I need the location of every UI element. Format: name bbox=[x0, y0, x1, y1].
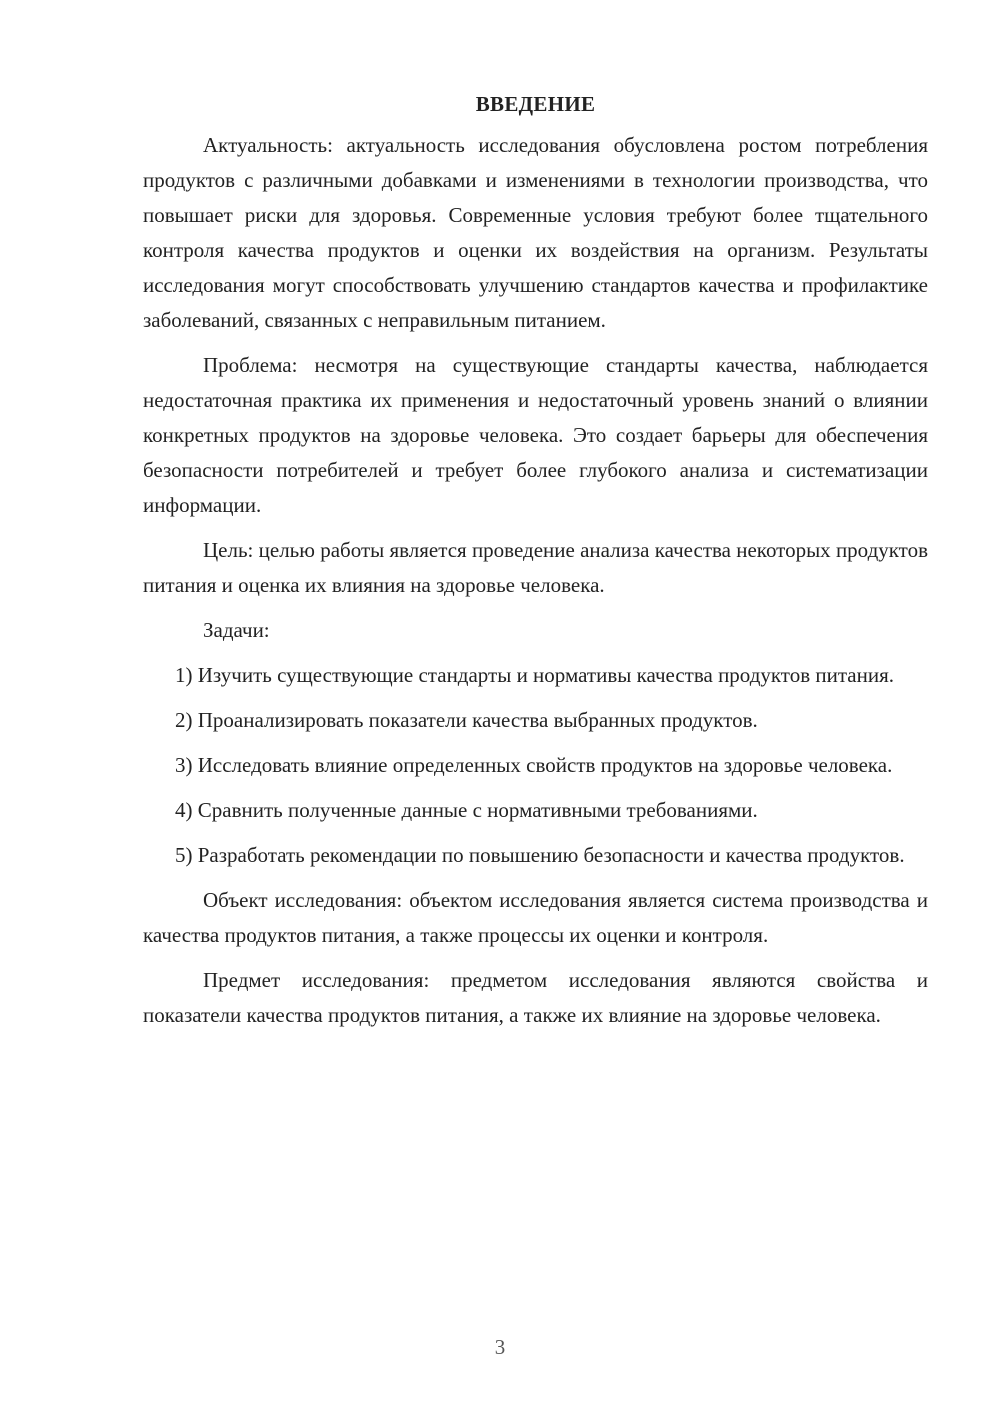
paragraph-relevance: Актуальность: актуальность исследования обусловлена ростом потребления продуктов с различными добавками и изменениями в технологии производства, что повышает риски для здоровья. Современные условия требуют более тщательного контроля качества продуктов и оценки их воздействия на организм. Результаты исследования могут способствовать улучшению стандартов качества и профилактике заболеваний, связанных с неправильным питанием. bbox=[143, 133, 928, 332]
task-item-1: 1) Изучить существующие стандарты и нормативы качества продуктов питания. bbox=[175, 663, 894, 687]
document-body bbox=[143, 88, 928, 1043]
paragraph-object: Объект исследования: объектом исследования является система производства и качества продуктов питания, а также процессы их оценки и контроля. bbox=[143, 888, 928, 947]
paragraph-problem: Проблема: несмотря на существующие стандарты качества, наблюдается недостаточная практика их применения и недостаточный уровень знаний о влиянии конкретных продуктов на здоровье человека. Это создает барьеры для обеспечения безопасности потребителей и требует более глубокого анализа и систематизации информации. bbox=[143, 353, 928, 517]
paragraph-subject: Предмет исследования: предметом исследования являются свойства и показатели качества продуктов питания, а также их влияние на здоровье человека. bbox=[143, 968, 928, 1027]
task-item-4: 4) Сравнить полученные данные с нормативными требованиями. bbox=[175, 798, 758, 822]
task-item-2: 2) Проанализировать показатели качества выбранных продуктов. bbox=[175, 708, 758, 732]
task-item-3: 3) Исследовать влияние определенных свойств продуктов на здоровье человека. bbox=[175, 753, 893, 777]
paragraph-goal: Цель: целью работы является проведение анализа качества некоторых продуктов питания и оценка их влияния на здоровье человека. bbox=[143, 538, 928, 597]
page-number: 3 bbox=[494, 1335, 506, 1359]
tasks-heading: Задачи: bbox=[203, 618, 270, 642]
task-item-5: 5) Разработать рекомендации по повышению безопасности и качества продуктов. bbox=[175, 843, 905, 867]
section-title: ВВЕДЕНИЕ bbox=[475, 92, 596, 116]
